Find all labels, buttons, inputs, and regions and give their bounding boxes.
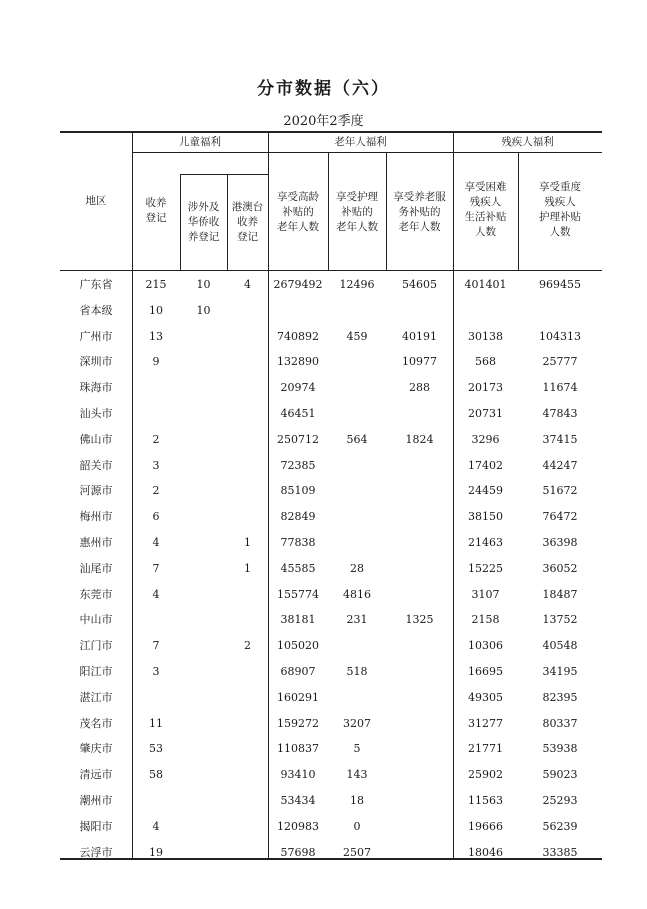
table-cell: 57698 [280, 846, 316, 859]
table-cell: 25902 [468, 768, 503, 781]
table-top-rule [60, 131, 602, 133]
table-cell: 46451 [280, 407, 316, 420]
table-cell: 85109 [280, 484, 316, 497]
row-region-label: 江门市 [79, 639, 113, 652]
header-senior-allowance: 享受高龄 补贴的 老年人数 [277, 191, 319, 233]
table-cell: 20974 [280, 381, 316, 394]
table-cell: 49305 [468, 691, 503, 704]
table-cell: 5 [353, 742, 361, 755]
table-cell: 2507 [343, 846, 371, 859]
row-region-label: 肇庆市 [79, 742, 113, 755]
table-cell: 59023 [542, 768, 578, 781]
header-children-welfare: 儿童福利 [179, 136, 221, 148]
table-cell: 82849 [280, 510, 316, 523]
table-cell: 215 [145, 278, 167, 291]
table-cell: 13 [149, 330, 163, 343]
table-cell: 105020 [277, 639, 319, 652]
row-region-label: 珠海市 [79, 381, 113, 394]
row-region-label: 揭阳市 [79, 820, 113, 833]
table-cell: 459 [346, 330, 368, 343]
table-cell: 4 [152, 820, 160, 833]
table-cell: 7 [152, 639, 160, 652]
table-cell: 143 [346, 768, 368, 781]
table-cell: 120983 [277, 820, 319, 833]
table-cell: 19 [149, 846, 163, 859]
table-cell: 36052 [542, 562, 578, 575]
table-cell: 740892 [277, 330, 319, 343]
header-elderly-service-allowance: 享受养老服 务补贴的 老年人数 [393, 191, 446, 233]
header-nursing-allowance: 享受护理 补贴的 老年人数 [336, 191, 378, 233]
table-cell: 20173 [468, 381, 503, 394]
table-cell: 11674 [542, 381, 578, 394]
table-cell: 18046 [468, 846, 503, 859]
table-cell: 20731 [468, 407, 503, 420]
row-region-label: 清远市 [79, 768, 113, 781]
table-cell: 10 [196, 304, 211, 317]
row-region-label: 东莞市 [79, 588, 113, 601]
table-cell: 2 [152, 433, 160, 446]
table-cell: 104313 [539, 330, 581, 343]
table-cell: 10 [149, 304, 163, 317]
row-region-label: 湛江市 [79, 691, 113, 704]
table-cell: 36398 [542, 536, 578, 549]
table-cell: 51672 [542, 484, 578, 497]
table-cell: 82395 [542, 691, 578, 704]
table-cell: 3296 [471, 433, 500, 446]
row-region-label: 广州市 [79, 330, 113, 343]
table-cell: 53 [149, 742, 163, 755]
table-cell: 30138 [468, 330, 503, 343]
table-cell: 77838 [280, 536, 316, 549]
row-region-label: 佛山市 [79, 433, 113, 446]
table-cell: 10 [196, 278, 211, 291]
table-cell: 160291 [277, 691, 319, 704]
header-foreign-adoption: 涉外及 华侨收 养登记 [187, 201, 220, 243]
header-elderly-welfare: 老年人福利 [334, 136, 387, 148]
table-cell: 17402 [468, 459, 503, 472]
row-region-label: 潮州市 [79, 794, 113, 807]
table-cell: 969455 [539, 278, 581, 291]
row-region-label: 河源市 [79, 484, 113, 497]
table-cell: 33385 [542, 846, 578, 859]
table-cell: 40191 [402, 330, 437, 343]
table-cell: 80337 [542, 717, 578, 730]
table-cell: 53938 [542, 742, 578, 755]
table-cell: 4816 [343, 588, 371, 601]
table-cell: 24459 [468, 484, 503, 497]
table-cell: 38181 [280, 613, 316, 626]
header-adoption-registration: 收养 登记 [145, 197, 167, 224]
table-cell: 93410 [280, 768, 316, 781]
table-cell: 1 [244, 536, 251, 549]
header-disabled-welfare: 残疾人福利 [501, 136, 554, 148]
header-disabled-living-subsidy: 享受困难 残疾人 生活补贴 人数 [464, 181, 507, 238]
table-cell: 1325 [405, 613, 434, 626]
table-cell: 2 [244, 639, 251, 652]
table-cell: 34195 [542, 665, 578, 678]
table-cell: 4 [152, 536, 160, 549]
table-cell: 12496 [339, 278, 375, 291]
table-cell: 11 [149, 717, 163, 730]
header-severe-disabled-care-subsidy: 享受重度 残疾人 护理补贴 人数 [539, 181, 581, 238]
table-cell: 132890 [277, 355, 319, 368]
table-cell: 21463 [468, 536, 503, 549]
table-cell: 3207 [343, 717, 371, 730]
row-region-label: 省本级 [79, 304, 113, 317]
table-cell: 45585 [280, 562, 316, 575]
table-cell: 37415 [542, 433, 578, 446]
table-cell: 288 [409, 381, 430, 394]
table-cell: 54605 [402, 278, 437, 291]
table-cell: 53434 [280, 794, 316, 807]
table-cell: 7 [152, 562, 160, 575]
table-cell: 10977 [402, 355, 437, 368]
table-cell: 1824 [405, 433, 434, 446]
table-cell: 11563 [468, 794, 503, 807]
table-cell: 56239 [542, 820, 578, 833]
table-cell: 4 [152, 588, 160, 601]
row-region-label: 深圳市 [79, 355, 113, 368]
table-cell: 401401 [464, 278, 507, 291]
header-bottom-rule [60, 270, 602, 271]
table-cell: 44247 [542, 459, 578, 472]
table-cell: 31277 [468, 717, 503, 730]
table-cell: 13752 [542, 613, 578, 626]
table-cell: 38150 [468, 510, 503, 523]
table-cell: 155774 [277, 588, 319, 601]
table-cell: 21771 [468, 742, 503, 755]
table-cell: 1 [244, 562, 251, 575]
table-cell: 47843 [542, 407, 578, 420]
table-cell: 58 [149, 768, 163, 781]
table-cell: 518 [346, 665, 368, 678]
table-cell: 2679492 [273, 278, 323, 291]
row-region-label: 茂名市 [79, 717, 113, 730]
table-cell: 2158 [471, 613, 500, 626]
header-hkmt-adoption: 港澳台 收养 登记 [231, 201, 264, 243]
row-region-label: 中山市 [79, 613, 113, 626]
group-header-rule [132, 152, 602, 153]
table-cell: 10306 [468, 639, 503, 652]
table-cell: 18487 [542, 588, 578, 601]
table-cell: 68907 [280, 665, 316, 678]
page-subtitle: 2020年2季度 [283, 114, 364, 129]
table-cell: 9 [152, 355, 160, 368]
table-cell: 564 [346, 433, 368, 446]
page-title: 分市数据（六） [257, 79, 390, 99]
table-cell: 15225 [468, 562, 503, 575]
row-region-label: 汕头市 [79, 407, 113, 420]
row-region-label: 梅州市 [79, 510, 113, 523]
row-region-label: 韶关市 [79, 459, 113, 472]
row-region-label: 阳江市 [79, 665, 113, 678]
table-cell: 25293 [542, 794, 578, 807]
table-cell: 110837 [277, 742, 319, 755]
table-cell: 72385 [280, 459, 316, 472]
table-cell: 3107 [471, 588, 500, 601]
row-region-label: 广东省 [79, 278, 113, 291]
table-cell: 76472 [542, 510, 578, 523]
children-sub-rule [180, 174, 268, 175]
row-region-label: 惠州市 [79, 536, 113, 549]
table-cell: 250712 [277, 433, 319, 446]
table-cell: 3 [152, 665, 160, 678]
table-cell: 16695 [468, 665, 503, 678]
table-cell: 40548 [542, 639, 578, 652]
table-cell: 28 [350, 562, 364, 575]
table-cell: 18 [350, 794, 364, 807]
table-cell: 231 [346, 613, 368, 626]
table-cell: 2 [152, 484, 160, 497]
row-region-label: 云浮市 [79, 846, 113, 859]
table-cell: 568 [475, 355, 496, 368]
table-cell: 19666 [468, 820, 503, 833]
table-cell: 0 [353, 820, 361, 833]
table-cell: 4 [244, 278, 251, 291]
table-cell: 25777 [542, 355, 578, 368]
row-region-label: 汕尾市 [79, 562, 113, 575]
header-region: 地区 [85, 195, 107, 207]
table-cell: 159272 [277, 717, 319, 730]
table-cell: 3 [152, 459, 160, 472]
table-cell: 6 [152, 510, 160, 523]
